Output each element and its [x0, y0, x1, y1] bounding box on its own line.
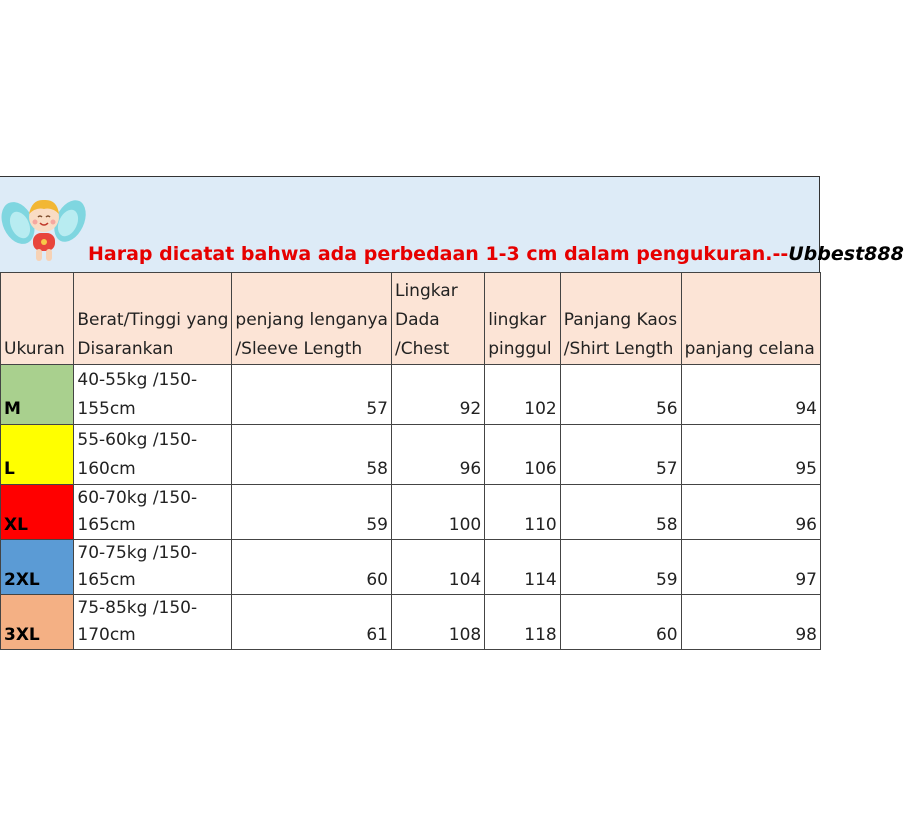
weight-height-cell: [74, 540, 232, 595]
pants-cell: 94: [681, 365, 820, 425]
header-line: panjang celana: [684, 339, 815, 359]
header-line: Panjang Kaos: [563, 310, 678, 330]
header-line: Ukuran: [4, 339, 65, 359]
hip-cell: 110: [485, 485, 561, 540]
weight-height-line: 55-60kg /150-: [77, 430, 198, 450]
header-line: pinggul: [488, 339, 552, 359]
header-line: /Chest: [394, 339, 450, 359]
size-chart-sheet: [0, 176, 904, 646]
header-line: Berat/Tinggi yang: [77, 310, 229, 330]
header-line: lingkar: [488, 310, 547, 330]
weight-height-cell: [74, 365, 232, 425]
hip-cell: 102: [485, 365, 561, 425]
weight-height-cell: [74, 485, 232, 540]
header-line: Lingkar: [394, 281, 458, 301]
pants-cell: 97: [681, 540, 820, 595]
weight-height-cell: [74, 425, 232, 485]
table-row: [1, 365, 821, 425]
shirt-cell: 60: [560, 595, 681, 650]
brand-name: Ubbest888: [788, 243, 904, 265]
chest-cell: 92: [391, 365, 484, 425]
weight-height-line: 155cm: [77, 399, 136, 419]
sleeve-cell: 60: [232, 540, 392, 595]
size-label: XL: [1, 485, 74, 540]
shirt-cell: 57: [560, 425, 681, 485]
chest-cell: 104: [391, 540, 484, 595]
shirt-cell: 59: [560, 540, 681, 595]
size-label: 3XL: [1, 595, 74, 650]
weight-height-line: 70-75kg /150-: [77, 543, 198, 563]
header-line: Disarankan: [77, 339, 174, 359]
weight-height-line: 60-70kg /150-: [77, 488, 198, 508]
weight-height-line: 170cm: [77, 625, 136, 645]
header-chest: [391, 273, 484, 365]
table-row: [1, 485, 821, 540]
size-table: [0, 272, 821, 650]
chest-cell: 108: [391, 595, 484, 650]
angel-baby-with-wings-icon: [2, 187, 86, 267]
banner: [0, 176, 904, 272]
chest-cell: 96: [391, 425, 484, 485]
measurement-notice: [88, 243, 904, 265]
pants-cell: 95: [681, 425, 820, 485]
header-line: /Shirt Length: [563, 339, 674, 359]
header-pants-length: [681, 273, 820, 365]
notice-text: Harap dicatat bahwa ada perbedaan 1-3 cm dalam pengukuran.--: [88, 243, 789, 265]
weight-height-cell: [74, 595, 232, 650]
chest-cell: 100: [391, 485, 484, 540]
weight-height-line: 165cm: [77, 515, 136, 535]
weight-height-line: 75-85kg /150-: [77, 598, 198, 618]
weight-height-line: 40-55kg /150-: [77, 370, 198, 390]
header-line: penjang lenganya: [235, 310, 388, 330]
shirt-cell: 58: [560, 485, 681, 540]
header-line: /Sleeve Length: [235, 339, 363, 359]
header-row: [1, 273, 821, 365]
header-size: [1, 273, 74, 365]
pants-cell: 98: [681, 595, 820, 650]
hip-cell: 106: [485, 425, 561, 485]
sleeve-cell: 58: [232, 425, 392, 485]
sleeve-cell: 61: [232, 595, 392, 650]
size-label: L: [1, 425, 74, 485]
header-line: Dada: [394, 310, 440, 330]
header-shirt-length: [560, 273, 681, 365]
size-label: M: [1, 365, 74, 425]
weight-height-line: 160cm: [77, 459, 136, 479]
table-row: [1, 595, 821, 650]
sleeve-cell: 57: [232, 365, 392, 425]
table-row: [1, 425, 821, 485]
pants-cell: 96: [681, 485, 820, 540]
shirt-cell: 56: [560, 365, 681, 425]
header-hip: [485, 273, 561, 365]
size-label: 2XL: [1, 540, 74, 595]
header-sleeve-length: [232, 273, 392, 365]
weight-height-line: 165cm: [77, 570, 136, 590]
table-row: [1, 540, 821, 595]
hip-cell: 114: [485, 540, 561, 595]
hip-cell: 118: [485, 595, 561, 650]
sleeve-cell: 59: [232, 485, 392, 540]
header-weight-height: [74, 273, 232, 365]
